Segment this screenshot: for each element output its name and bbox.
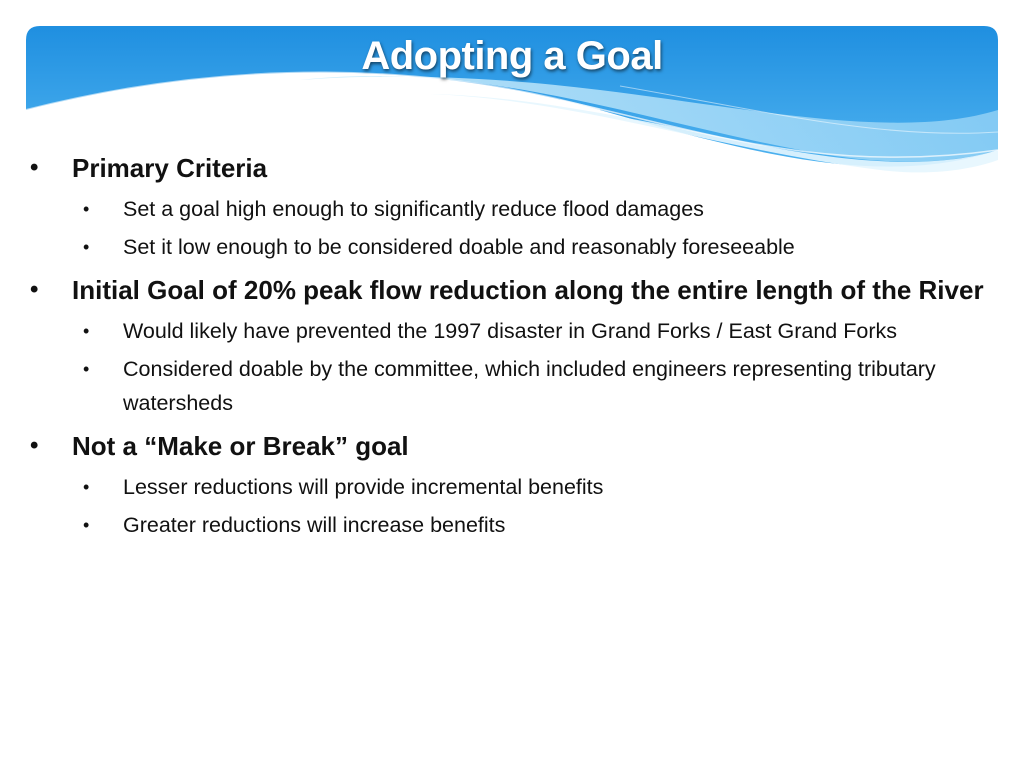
bullet-dot-icon: •: [83, 321, 90, 341]
bullet-text: Initial Goal of 20% peak flow reduction along the entire length of the River: [72, 275, 984, 305]
bullet-dot-icon: •: [30, 154, 39, 181]
bullet-dot-icon: •: [83, 237, 90, 257]
sub-bullet-item: [30, 352, 990, 420]
sub-bullet-text: Greater reductions will increase benefits: [123, 513, 506, 537]
bullet-item: [30, 426, 990, 466]
sub-bullet-text: Set a goal high enough to significantly reduce flood damages: [123, 197, 704, 221]
sub-bullet-text: Lesser reductions will provide incremental benefits: [123, 475, 604, 499]
sub-bullet-item: [30, 192, 990, 226]
bullet-dot-icon: •: [83, 515, 90, 535]
bullet-dot-icon: •: [30, 276, 39, 303]
bullet-item: [30, 148, 990, 188]
bullet-dot-icon: •: [30, 432, 39, 459]
bullet-dot-icon: •: [83, 359, 90, 379]
sub-bullet-text: Set it low enough to be considered doable and reasonably foreseeable: [123, 235, 795, 259]
bullet-item: [30, 270, 990, 310]
sub-bullet-item: [30, 314, 990, 348]
bullet-dot-icon: •: [83, 199, 90, 219]
sub-bullet-text: Considered doable by the committee, which included engineers representing tributary watersheds: [123, 357, 936, 415]
sub-bullet-item: [30, 230, 990, 264]
bullet-text: Not a “Make or Break” goal: [72, 431, 409, 461]
bullet-dot-icon: •: [83, 477, 90, 497]
sub-bullet-text: Would likely have prevented the 1997 disaster in Grand Forks / East Grand Forks: [123, 319, 897, 343]
bullet-list: [30, 142, 990, 542]
page-title: Adopting a Goal: [361, 34, 663, 78]
bullet-text: Primary Criteria: [72, 153, 268, 183]
sub-bullet-item: [30, 508, 990, 542]
sub-bullet-item: [30, 470, 990, 504]
